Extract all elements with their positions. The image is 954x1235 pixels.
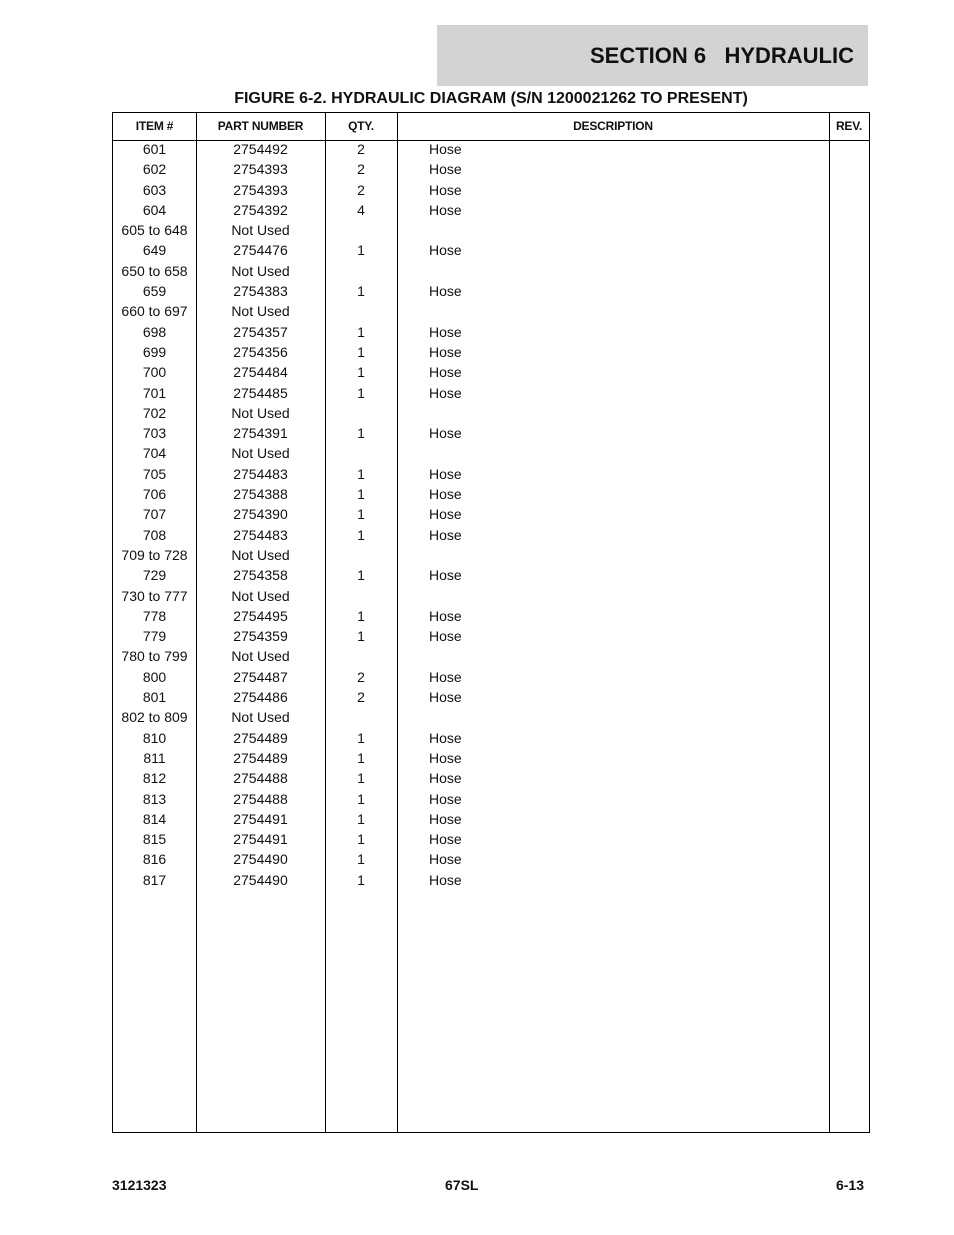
description-cell: Hose — [429, 810, 462, 827]
section-banner — [437, 25, 868, 86]
item-number-cell: 700 — [142, 364, 167, 381]
quantity-cell: 2 — [357, 161, 365, 178]
column-header-rev: REV. — [835, 119, 863, 133]
item-number-cell: 704 — [142, 445, 167, 462]
item-number-cell: 814 — [142, 810, 167, 827]
description-cell: Hose — [429, 790, 462, 807]
table-body — [113, 139, 869, 890]
part-number-cell: 2754488 — [233, 790, 288, 807]
part-number-cell: 2754359 — [233, 628, 288, 645]
item-number-cell: 698 — [142, 323, 167, 340]
description-cell: Hose — [429, 689, 462, 706]
description-cell: Hose — [429, 628, 462, 645]
item-number-cell: 817 — [142, 871, 167, 888]
part-number-cell: Not Used — [231, 404, 290, 421]
table-row — [113, 362, 869, 382]
part-number-cell: 2754393 — [233, 161, 288, 178]
table-row — [113, 301, 869, 321]
description-cell: Hose — [429, 851, 462, 868]
table-row — [113, 484, 869, 504]
quantity-cell: 2 — [357, 181, 365, 198]
description-cell: Hose — [429, 384, 462, 401]
item-number-cell: 801 — [142, 689, 167, 706]
item-number-cell: 603 — [142, 181, 167, 198]
item-number-cell: 701 — [142, 384, 167, 401]
description-cell: Hose — [429, 323, 462, 340]
part-number-cell: 2754488 — [233, 770, 288, 787]
table-row — [113, 464, 869, 484]
part-number-cell: 2754492 — [233, 141, 288, 157]
part-number-cell: Not Used — [231, 709, 290, 726]
item-number-cell: 778 — [142, 607, 167, 624]
figure-title: FIGURE 6-2. HYDRAULIC DIAGRAM (S/N 1200021262 TO PRESENT) — [234, 90, 748, 107]
column-header-description: DESCRIPTION — [573, 119, 653, 133]
description-cell: Hose — [429, 465, 462, 482]
part-number-cell: Not Used — [231, 587, 290, 604]
quantity-cell: 1 — [357, 770, 365, 787]
item-number-cell: 816 — [142, 851, 167, 868]
part-number-cell: 2754356 — [233, 343, 288, 360]
quantity-cell: 1 — [357, 343, 365, 360]
footer-page-number: 6-13 — [835, 1177, 864, 1193]
description-cell: Hose — [429, 607, 462, 624]
quantity-cell: 1 — [357, 425, 365, 442]
description-cell: Hose — [429, 567, 462, 584]
item-number-cell: 810 — [142, 729, 167, 746]
description-cell: Hose — [429, 141, 462, 157]
quantity-cell: 1 — [357, 628, 365, 645]
table-row — [113, 240, 869, 260]
parts-table — [112, 112, 870, 1133]
table-row — [113, 789, 869, 809]
part-number-cell: 2754489 — [233, 729, 288, 746]
part-number-cell: 2754485 — [233, 384, 288, 401]
table-row — [113, 139, 869, 159]
table-row — [113, 646, 869, 666]
description-cell: Hose — [429, 181, 462, 198]
item-number-cell: 699 — [142, 343, 167, 360]
quantity-cell: 1 — [357, 790, 365, 807]
quantity-cell: 1 — [357, 607, 365, 624]
table-row — [113, 809, 869, 829]
part-number-cell: 2754495 — [233, 607, 288, 624]
item-number-cell: 602 — [142, 161, 167, 178]
item-number-cell: 702 — [142, 404, 167, 421]
item-number-cell: 709 to 728 — [121, 546, 188, 563]
item-number-cell: 813 — [142, 790, 167, 807]
part-number-cell: 2754393 — [233, 181, 288, 198]
table-row — [113, 504, 869, 524]
part-number-cell: 2754388 — [233, 486, 288, 503]
item-number-cell: 604 — [142, 201, 167, 218]
item-number-cell: 812 — [142, 770, 167, 787]
description-cell: Hose — [429, 486, 462, 503]
description-cell: Hose — [429, 668, 462, 685]
description-cell: Hose — [429, 201, 462, 218]
table-row — [113, 383, 869, 403]
quantity-cell: 1 — [357, 526, 365, 543]
quantity-cell: 1 — [357, 506, 365, 523]
table-row — [113, 728, 869, 748]
part-number-cell: 2754357 — [233, 323, 288, 340]
table-row — [113, 443, 869, 463]
table-row — [113, 261, 869, 281]
part-number-cell: 2754476 — [233, 242, 288, 259]
description-cell: Hose — [429, 242, 462, 259]
description-cell: Hose — [429, 831, 462, 848]
description-cell: Hose — [429, 526, 462, 543]
quantity-cell: 1 — [357, 810, 365, 827]
table-row — [113, 342, 869, 362]
item-number-cell: 779 — [142, 628, 167, 645]
part-number-cell: Not Used — [231, 445, 290, 462]
quantity-cell: 1 — [357, 323, 365, 340]
description-cell: Hose — [429, 871, 462, 888]
quantity-cell: 1 — [357, 364, 365, 381]
quantity-cell: 1 — [357, 871, 365, 888]
part-number-cell: 2754483 — [233, 526, 288, 543]
item-number-cell: 705 — [142, 465, 167, 482]
part-number-cell: Not Used — [231, 546, 290, 563]
item-number-cell: 703 — [142, 425, 167, 442]
table-row — [113, 768, 869, 788]
part-number-cell: 2754390 — [233, 506, 288, 523]
quantity-cell: 1 — [357, 384, 365, 401]
description-cell: Hose — [429, 770, 462, 787]
quantity-cell: 1 — [357, 831, 365, 848]
table-row — [113, 667, 869, 687]
table-row — [113, 545, 869, 565]
part-number-cell: 2754392 — [233, 201, 288, 218]
quantity-cell: 2 — [357, 141, 365, 157]
table-row — [113, 565, 869, 585]
table-row — [113, 829, 869, 849]
column-header-qty: QTY. — [348, 119, 374, 133]
quantity-cell: 1 — [357, 749, 365, 766]
quantity-cell: 1 — [357, 283, 365, 300]
part-number-cell: Not Used — [231, 222, 290, 239]
quantity-cell: 1 — [357, 729, 365, 746]
table-row — [113, 200, 869, 220]
description-cell: Hose — [429, 343, 462, 360]
item-number-cell: 730 to 777 — [121, 587, 188, 604]
column-header-item: ITEM # — [135, 119, 174, 133]
item-number-cell: 708 — [142, 526, 167, 543]
item-number-cell: 802 to 809 — [121, 709, 188, 726]
table-row — [113, 606, 869, 626]
part-number-cell: 2754487 — [233, 668, 288, 685]
part-number-cell: Not Used — [231, 648, 290, 665]
item-number-cell: 660 to 697 — [121, 303, 188, 320]
item-number-cell: 649 — [142, 242, 167, 259]
part-number-cell: 2754483 — [233, 465, 288, 482]
table-row — [113, 870, 869, 890]
item-number-cell: 707 — [142, 506, 167, 523]
quantity-cell: 1 — [357, 465, 365, 482]
table-row — [113, 322, 869, 342]
item-number-cell: 811 — [143, 749, 166, 766]
table-row — [113, 403, 869, 423]
quantity-cell: 1 — [357, 567, 365, 584]
item-number-cell: 659 — [142, 283, 167, 300]
item-number-cell: 601 — [142, 141, 167, 157]
quantity-cell: 1 — [357, 486, 365, 503]
table-row — [113, 626, 869, 646]
description-cell: Hose — [429, 749, 462, 766]
item-number-cell: 706 — [142, 486, 167, 503]
description-cell: Hose — [429, 161, 462, 178]
section-title: SECTION 6 HYDRAULIC — [589, 42, 854, 68]
item-number-cell: 800 — [142, 668, 167, 685]
item-number-cell: 650 to 658 — [121, 262, 188, 279]
table-row — [113, 159, 869, 179]
part-number-cell: 2754490 — [233, 871, 288, 888]
table-row — [113, 586, 869, 606]
part-number-cell: Not Used — [231, 303, 290, 320]
quantity-cell: 1 — [357, 851, 365, 868]
table-row — [113, 180, 869, 200]
column-header-part-number: PART NUMBER — [217, 119, 304, 133]
part-number-cell: 2754358 — [233, 567, 288, 584]
description-cell: Hose — [429, 283, 462, 300]
part-number-cell: 2754391 — [233, 425, 288, 442]
table-row — [113, 220, 869, 240]
part-number-cell: 2754486 — [233, 689, 288, 706]
table-row — [113, 687, 869, 707]
part-number-cell: 2754383 — [233, 283, 288, 300]
description-cell: Hose — [429, 729, 462, 746]
part-number-cell: 2754491 — [233, 810, 288, 827]
footer-doc-number: 3121323 — [112, 1177, 167, 1193]
part-number-cell: 2754490 — [233, 851, 288, 868]
quantity-cell: 1 — [357, 242, 365, 259]
table-row — [113, 748, 869, 768]
description-cell: Hose — [429, 425, 462, 442]
quantity-cell: 4 — [357, 201, 365, 218]
quantity-cell: 2 — [357, 668, 365, 685]
description-cell: Hose — [429, 506, 462, 523]
item-number-cell: 815 — [142, 831, 167, 848]
description-cell: Hose — [429, 364, 462, 381]
part-number-cell: 2754491 — [233, 831, 288, 848]
table-row — [113, 525, 869, 545]
table-row — [113, 849, 869, 869]
item-number-cell: 729 — [142, 567, 167, 584]
table-row — [113, 423, 869, 443]
part-number-cell: Not Used — [231, 262, 290, 279]
item-number-cell: 780 to 799 — [121, 648, 188, 665]
table-row — [113, 281, 869, 301]
quantity-cell: 2 — [357, 689, 365, 706]
part-number-cell: 2754484 — [233, 364, 288, 381]
part-number-cell: 2754489 — [233, 749, 288, 766]
item-number-cell: 605 to 648 — [121, 222, 188, 239]
table-row — [113, 707, 869, 727]
footer-model: 67SL — [445, 1177, 479, 1193]
